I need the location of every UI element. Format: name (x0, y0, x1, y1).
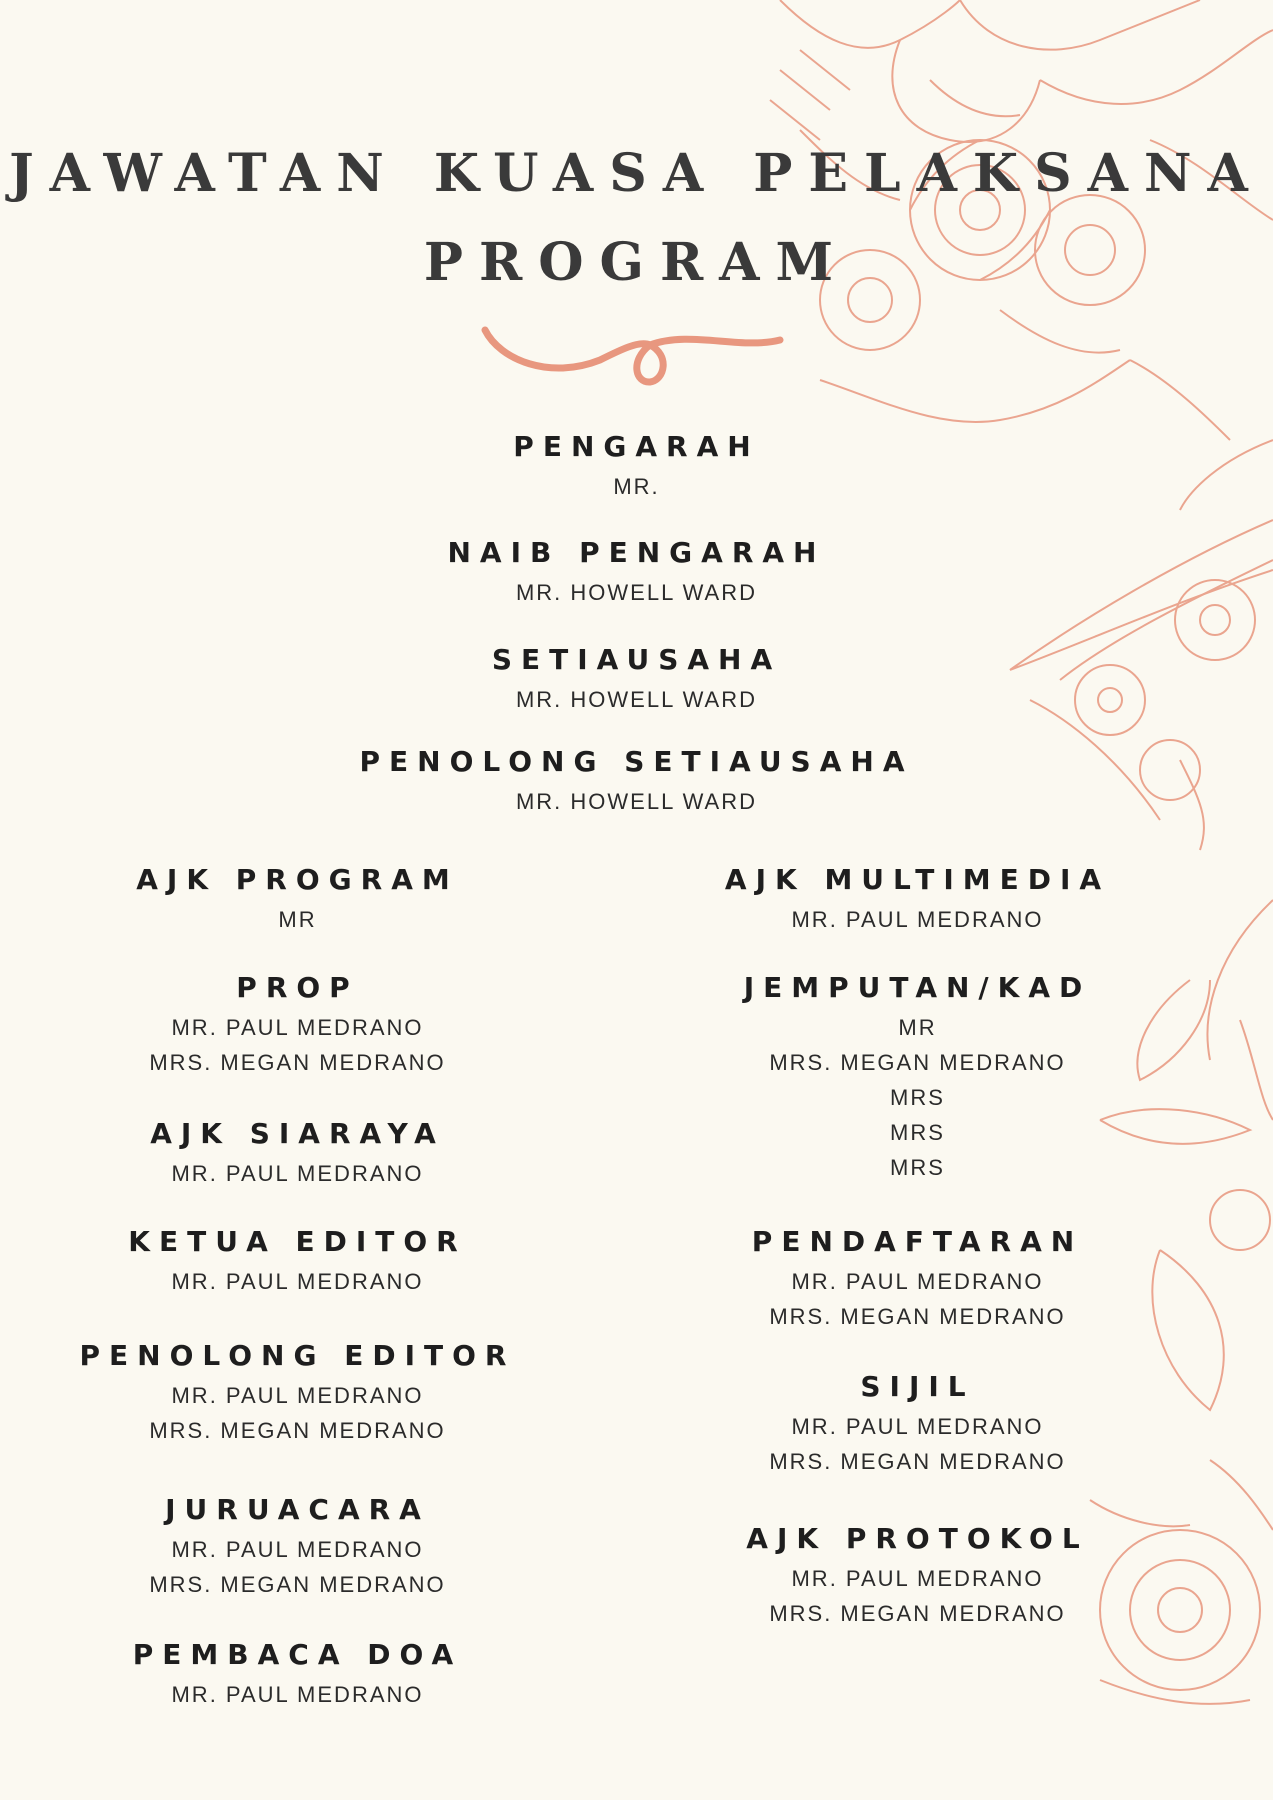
member-name: MR (278, 907, 317, 932)
member-name: MRS. MEGAN MEDRANO (149, 1050, 446, 1075)
member-name: MR. PAUL MEDRANO (171, 1015, 424, 1040)
section-heading: SETIAUSAHA (491, 643, 782, 676)
member-name: MR. PAUL MEDRANO (791, 907, 1044, 932)
section-juruacara (40, 1494, 555, 1602)
section-heading: PENOLONG SETIAUSAHA (359, 745, 914, 778)
member-name: MRS (890, 1120, 945, 1145)
section-penolong-editor (40, 1340, 555, 1448)
section-jemputan-kad (660, 972, 1175, 1185)
section-heading: JURUACARA (165, 1493, 430, 1526)
member-name: MR. PAUL MEDRANO (171, 1537, 424, 1562)
section-naib-pengarah (0, 537, 1273, 610)
section-heading: AJK PROTOKOL (746, 1522, 1089, 1555)
section-prop (40, 972, 555, 1080)
member-name: MR. PAUL MEDRANO (171, 1269, 424, 1294)
section-heading: KETUA EDITOR (128, 1225, 467, 1258)
section-heading: NAIB PENGARAH (447, 536, 826, 569)
member-name: MRS. MEGAN MEDRANO (769, 1601, 1066, 1626)
section-heading: AJK MULTIMEDIA (724, 863, 1111, 896)
member-name: MRS. MEGAN MEDRANO (769, 1449, 1066, 1474)
member-name: MR. PAUL MEDRANO (171, 1383, 424, 1408)
section-ketua-editor (40, 1226, 555, 1299)
member-name: MRS. MEGAN MEDRANO (149, 1572, 446, 1597)
page-title-line-1: JAWATAN KUASA PELAKSANA (9, 143, 1264, 204)
section-heading: JEMPUTAN/KAD (743, 971, 1092, 1004)
section-heading: PENDAFTARAN (751, 1225, 1084, 1258)
section-pengarah (0, 431, 1273, 504)
title-flourish (485, 330, 780, 382)
member-name: MR. PAUL MEDRANO (791, 1414, 1044, 1439)
member-name: MR. PAUL MEDRANO (791, 1566, 1044, 1591)
section-ajk-multimedia (660, 864, 1175, 937)
section-setiausaha (0, 644, 1273, 717)
member-name: MR. HOWELL WARD (515, 789, 758, 814)
top-flower-cluster (770, 0, 1273, 440)
member-name: MRS (890, 1085, 945, 1110)
member-name: MR. PAUL MEDRANO (171, 1682, 424, 1707)
member-name: MRS. MEGAN MEDRANO (149, 1418, 446, 1443)
member-name: MRS. MEGAN MEDRANO (769, 1304, 1066, 1329)
section-heading: PENOLONG EDITOR (79, 1339, 516, 1372)
section-ajk-protokol (660, 1523, 1175, 1631)
section-pembaca-doa (40, 1639, 555, 1712)
section-heading: PEMBACA DOA (132, 1638, 463, 1671)
section-ajk-siaraya (40, 1118, 555, 1191)
member-name: MR. HOWELL WARD (515, 580, 758, 605)
section-heading: PENGARAH (513, 430, 760, 463)
page-title-line-2: PROGRAM (423, 232, 850, 293)
section-sijil (660, 1371, 1175, 1479)
member-name: MR. (613, 474, 660, 499)
member-name: MR. HOWELL WARD (515, 687, 758, 712)
section-heading: AJK PROGRAM (136, 863, 459, 896)
member-name: MRS. MEGAN MEDRANO (769, 1050, 1066, 1075)
member-name: MR (898, 1015, 937, 1040)
section-pendaftaran (660, 1226, 1175, 1334)
member-name: MR. PAUL MEDRANO (791, 1269, 1044, 1294)
section-penolong-setiausaha (0, 746, 1273, 819)
section-heading: SIJIL (860, 1370, 975, 1403)
member-name: MRS (890, 1155, 945, 1180)
section-heading: PROP (236, 971, 359, 1004)
section-ajk-program (40, 864, 555, 937)
member-name: MR. PAUL MEDRANO (171, 1161, 424, 1186)
section-heading: AJK SIARAYA (150, 1117, 445, 1150)
